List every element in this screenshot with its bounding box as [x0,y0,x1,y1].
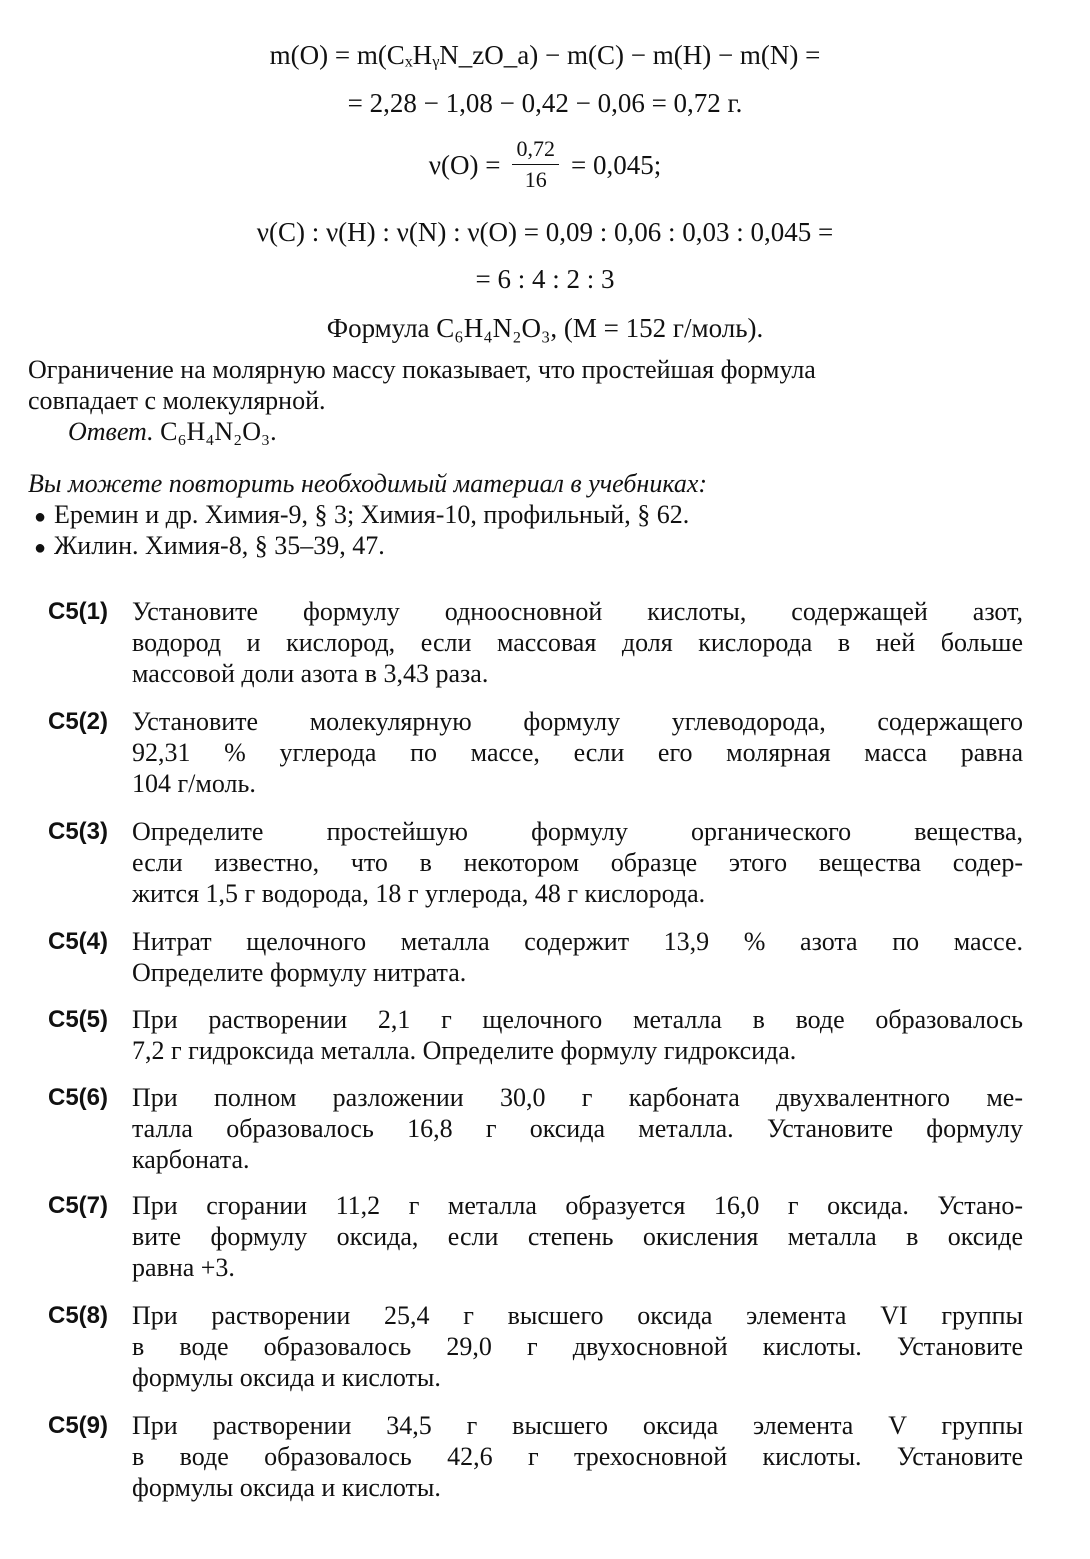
answer-label: Ответ. [68,417,154,446]
problem-line: водород и кислород, если массовая доля кислорода в ней больше [132,628,1023,657]
problem-line: При полном разложении 30,0 г карбоната двухвалентного ме- [132,1083,1023,1112]
problem-line: 92,31 % углерода по массе, если его молярная масса равна [132,738,1023,767]
problem-text [132,706,1023,799]
fraction-denominator: 16 [524,167,547,192]
problem-line: талла образовалось 16,8 г оксида металла. Установите формулу [132,1114,1023,1143]
problem-label: C5(8) [48,1302,109,1329]
reference-item [34,499,689,533]
problem-label: C5(9) [48,1412,109,1439]
equation-oxygen-moles [0,136,1090,193]
equation-oxygen-moles-right: = 0,045; [570,149,662,180]
problem-text [132,596,1023,689]
fraction-numerator: 0,72 [512,136,559,165]
conclusion-line: Ограничение на молярную массу показывает, что простейшая формула [28,355,816,384]
problem-line: формулы оксида и кислоты. [132,1473,441,1502]
problem-label: C5(1) [48,598,109,625]
problem-label: C5(5) [48,1006,109,1033]
problem-text [132,1300,1023,1393]
reference-item [34,530,385,564]
problem-label: C5(7) [48,1192,109,1219]
equation-mole-ratio: ν(C) : ν(H) : ν(N) : ν(O) = 0,09 : 0,06 : 0,03 : 0,045 = [256,217,834,247]
problem-label: C5(2) [48,708,109,735]
conclusion-paragraph [28,354,1028,416]
problem-line: Определите формулу нитрата. [132,958,467,987]
equation-mole-ratio-result: = 6 : 4 : 2 : 3 [475,264,615,294]
problem-line: в воде образовалось 42,6 г трехосновной кислоты. Установите [132,1442,1023,1471]
problem-line: При сгорании 11,2 г металла образуется 16,0 г оксида. Устано- [132,1191,1023,1220]
problem-label: C5(4) [48,928,109,955]
reference-text: Еремин и др. Химия-9, § 3; Химия-10, профильный, § 62. [54,500,690,529]
problem-text [132,926,1023,988]
equation-oxygen-mass-result: = 2,28 − 1,08 − 0,42 − 0,06 = 0,72 г. [347,88,743,118]
problem-line: вите формулу оксида, если степень окисления металла в оксиде [132,1222,1023,1251]
problem-line: При растворении 25,4 г высшего оксида элемента VI группы [132,1301,1023,1330]
problem-line: При растворении 2,1 г щелочного металла в воде образовалось [132,1005,1023,1034]
problem-text [132,816,1023,909]
problem-line: Установите формулу одноосновной кислоты, содержащей азот, [132,597,1023,626]
problem-line: формулы оксида и кислоты. [132,1363,441,1392]
bullet-icon: ● [34,506,47,528]
equation-oxygen-mass: m(O) = m(CₓHᵧN_zO_a) − m(C) − m(H) − m(N) = [269,40,821,70]
problem-line: Определите простейшую формулу органического вещества, [132,817,1023,846]
problem-text [132,1004,1023,1066]
problem-line: жится 1,5 г водорода, 18 г углерода, 48 г кислорода. [132,879,706,908]
reference-text: Жилин. Химия-8, § 35–39, 47. [54,531,385,560]
problem-text [132,1410,1023,1503]
problem-text [132,1082,1023,1175]
problem-line: Установите молекулярную формулу углеводорода, содержащего [132,707,1023,736]
problem-label: C5(6) [48,1084,109,1111]
fraction [512,136,559,193]
references-title: Вы можете повторить необходимый материал в учебниках: [28,469,708,498]
bullet-icon: ● [34,537,47,559]
problem-line: 104 г/моль. [132,769,256,798]
problem-line: массовой доли азота в 3,43 раза. [132,659,489,688]
equation-oxygen-moles-left: ν(O) = [428,149,501,180]
answer-line [68,416,277,447]
problem-label: C5(3) [48,818,109,845]
problem-text [132,1190,1023,1283]
problem-line: Нитрат щелочного металла содержит 13,9 % азота по массе. [132,927,1023,956]
conclusion-line: совпадает с молекулярной. [28,386,326,415]
equation-formula: Формула C₆H₄N₂O₃, (M = 152 г/моль). [326,313,764,343]
answer-value: C₆H₄N₂O₃. [160,417,277,446]
problem-line: равна +3. [132,1253,235,1282]
problem-line: При растворении 34,5 г высшего оксида элемента V группы [132,1411,1023,1440]
problem-line: 7,2 г гидроксида металла. Определите формулу гидроксида. [132,1036,797,1065]
problem-line: в воде образовалось 29,0 г двухосновной кислоты. Установите [132,1332,1023,1361]
problem-line: карбоната. [132,1145,250,1174]
problem-line: если известно, что в некотором образце этого вещества содер- [132,848,1023,877]
